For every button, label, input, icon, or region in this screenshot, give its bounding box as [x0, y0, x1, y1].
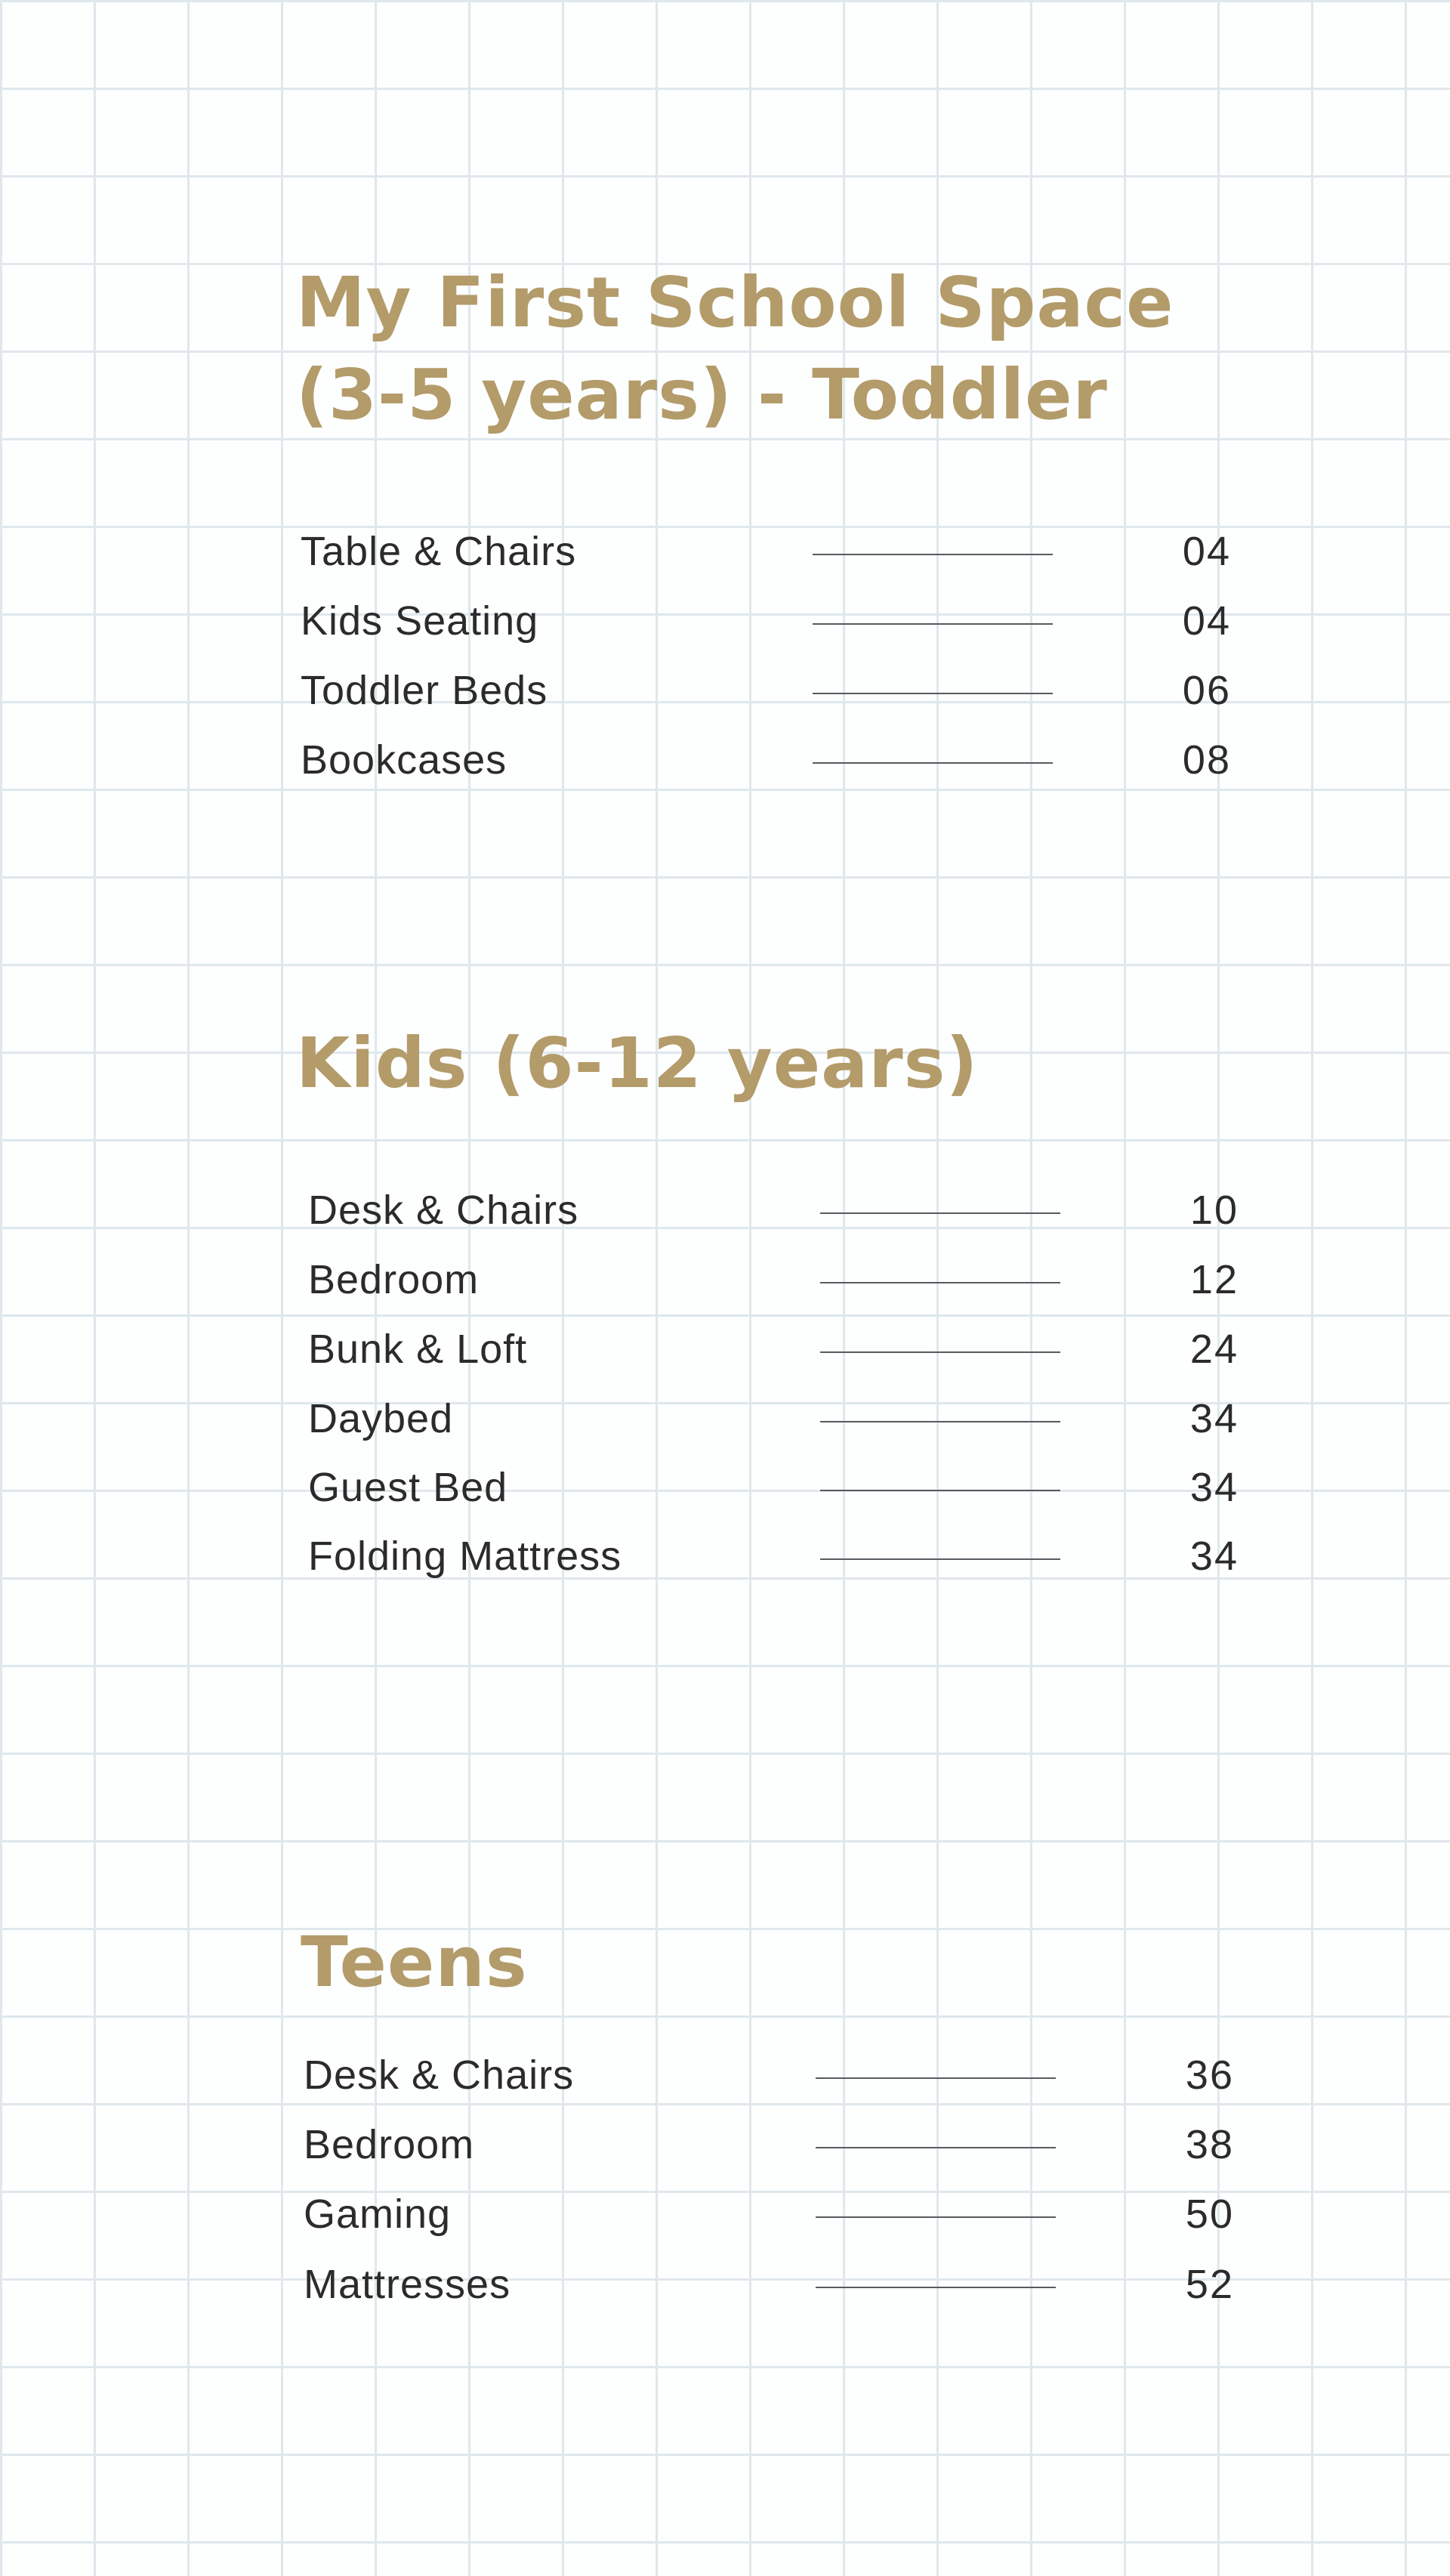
- toc-label: Daybed: [308, 1396, 454, 1441]
- leader-line: [816, 2077, 1056, 2079]
- toc-page-number: 06: [1182, 668, 1231, 713]
- toc-page-number: 08: [1182, 737, 1231, 783]
- toc-label: Mattresses: [304, 2262, 511, 2307]
- leader-line: [820, 1558, 1060, 1560]
- toc-label: Desk & Chairs: [308, 1188, 579, 1233]
- toc-page-number: 52: [1185, 2262, 1234, 2307]
- toc-label: Guest Bed: [308, 1465, 508, 1510]
- toc-label: Bunk & Loft: [308, 1327, 528, 1372]
- toc-row[interactable]: [301, 517, 1231, 586]
- heading-line: My First School Space: [296, 262, 1174, 343]
- toc-row[interactable]: [308, 1521, 1239, 1591]
- toc-row[interactable]: [304, 2250, 1234, 2319]
- heading-line: Kids (6-12 years): [296, 1023, 979, 1104]
- toc-label: Desk & Chairs: [304, 2052, 575, 2098]
- toc-page-number: 38: [1185, 2122, 1234, 2167]
- leader-line: [813, 623, 1053, 625]
- leader-line: [820, 1212, 1060, 1214]
- toc-page-number: 36: [1185, 2052, 1234, 2098]
- toc-label: Table & Chairs: [301, 529, 577, 574]
- toc-label: Toddler Beds: [301, 668, 548, 713]
- toc-label: Bedroom: [308, 1257, 480, 1302]
- toc-row[interactable]: [308, 1314, 1239, 1384]
- toc-page-number: 12: [1189, 1257, 1239, 1302]
- toc-page-number: 34: [1189, 1396, 1239, 1441]
- section-heading-kids: [296, 1018, 978, 1110]
- heading-line: (3-5 years) - Toddler: [296, 354, 1108, 435]
- toc-label: Kids Seating: [301, 598, 539, 644]
- leader-line: [816, 2287, 1056, 2288]
- toc-row[interactable]: [308, 1453, 1239, 1522]
- leader-line: [813, 693, 1053, 694]
- toc-page-number: 10: [1189, 1188, 1239, 1233]
- toc-page-number: 34: [1189, 1534, 1239, 1579]
- section-heading-teens: [301, 1917, 528, 2009]
- toc-row[interactable]: [304, 2040, 1234, 2110]
- toc-row[interactable]: [308, 1245, 1239, 1314]
- leader-line: [820, 1490, 1060, 1491]
- toc-row[interactable]: [301, 586, 1231, 656]
- toc-page-number: 24: [1189, 1327, 1239, 1372]
- toc-label: Folding Mattress: [308, 1534, 622, 1579]
- toc-row[interactable]: [304, 2110, 1234, 2179]
- toc-page-number: 34: [1189, 1465, 1239, 1510]
- toc-row[interactable]: [308, 1384, 1239, 1453]
- toc-page-number: 04: [1182, 529, 1231, 574]
- leader-line: [820, 1282, 1060, 1283]
- leader-line: [816, 2147, 1056, 2148]
- toc-page-number: 04: [1182, 598, 1231, 644]
- toc-row[interactable]: [301, 725, 1231, 795]
- toc-row[interactable]: [308, 1175, 1239, 1245]
- section-heading-toddler: [296, 257, 1174, 441]
- leader-line: [820, 1421, 1060, 1422]
- toc-label: Bookcases: [301, 737, 508, 783]
- toc-label: Gaming: [304, 2191, 452, 2237]
- toc-label: Bedroom: [304, 2122, 475, 2167]
- heading-line: Teens: [301, 1922, 528, 2003]
- leader-line: [813, 554, 1053, 555]
- leader-line: [816, 2216, 1056, 2218]
- toc-row[interactable]: [301, 656, 1231, 725]
- toc-row[interactable]: [304, 2179, 1234, 2249]
- leader-line: [820, 1351, 1060, 1353]
- toc-page-number: 50: [1185, 2191, 1234, 2237]
- leader-line: [813, 762, 1053, 764]
